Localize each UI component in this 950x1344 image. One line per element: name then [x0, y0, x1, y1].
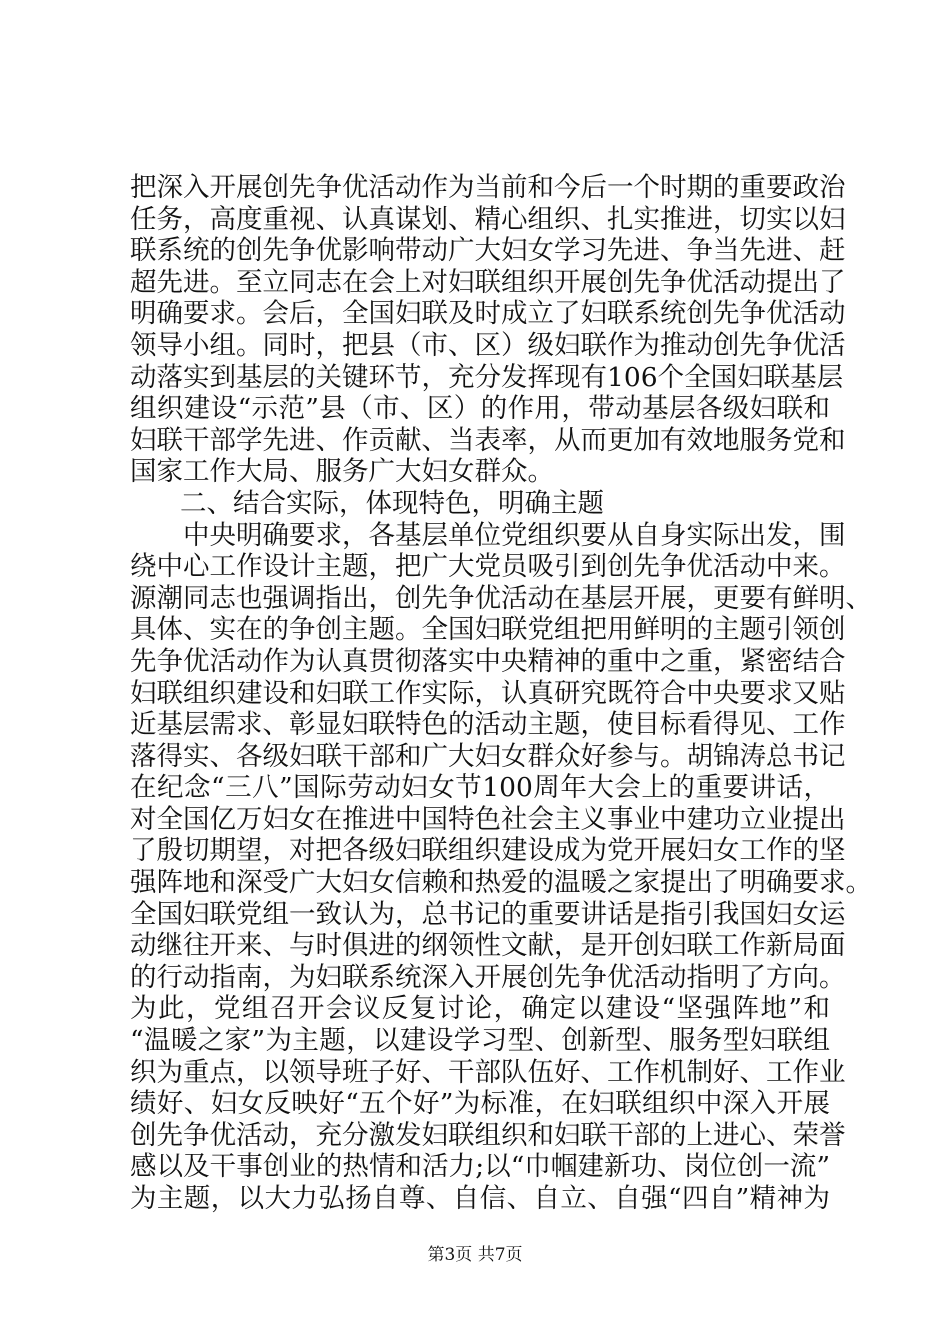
- text-line: 了殷切期望，对把各级妇联组织建设成为党开展妇女工作的坚: [130, 835, 846, 867]
- text-line: 动落实到基层的关键环节，充分发挥现有106个全国妇联基层: [130, 361, 844, 393]
- text-line: “温暖之家”为主题，以建设学习型、创新型、服务型妇联组: [130, 1025, 830, 1057]
- text-line: 领导小组。同时，把县（市、区）级妇联作为推动创先争优活: [130, 329, 846, 361]
- text-line: 组织建设“示范”县（市、区）的作用，带动基层各级妇联和: [130, 393, 830, 425]
- text-line: 国家工作大局、服务广大妇女群众。: [130, 456, 554, 488]
- page-footer: 第3页 共7页: [427, 1245, 523, 1265]
- text-line: 感以及干事创业的热情和活力;以“巾帼建新功、岗位创一流”: [130, 1151, 830, 1183]
- text-line: 在纪念“三八”国际劳动妇女节100周年大会上的重要讲话，: [130, 772, 830, 804]
- text-line: 先争优活动作为认真贯彻落实中央精神的重中之重，紧密结合: [130, 645, 846, 677]
- text-line: 妇联组织建设和妇联工作实际，认真研究既符合中央要求又贴: [130, 677, 846, 709]
- text-line: 明确要求。会后，全国妇联及时成立了妇联系统创先争优活动: [130, 298, 846, 330]
- text-line: 为主题，以大力弘扬自尊、自信、自立、自强“四自”精神为: [130, 1183, 830, 1214]
- text-line: 中央明确要求，各基层单位党组织要从自身实际出发，围: [183, 519, 846, 551]
- text-line: 落得实、各级妇联干部和广大妇女群众好参与。胡锦涛总书记: [130, 740, 846, 772]
- text-line: 创先争优活动，充分激发妇联组织和妇联干部的上进心、荣誉: [130, 1119, 846, 1151]
- text-line: 的行动指南，为妇联系统深入开展创先争优活动指明了方向。: [130, 961, 846, 993]
- document-body: [130, 172, 872, 1215]
- text-line: 动继往开来、与时俱进的纲领性文献，是开创妇联工作新局面: [130, 930, 846, 962]
- text-line: 妇联干部学先进、作贡献、当表率，从而更加有效地服务党和: [130, 424, 846, 456]
- section-heading: 二、结合实际，体现特色，明确主题: [180, 487, 604, 519]
- text-line: 近基层需求、彰显妇联特色的活动主题，使目标看得见、工作: [130, 709, 846, 741]
- text-line: 绕中心工作设计主题，把广大党员吸引到创先争优活动中来。: [130, 551, 846, 583]
- text-line: 绩好、妇女反映好“五个好”为标准，在妇联组织中深入开展: [130, 1088, 830, 1120]
- text-line: 强阵地和深受广大妇女信赖和热爱的温暖之家提出了明确要求。: [130, 867, 872, 899]
- text-line: 对全国亿万妇女在推进中国特色社会主义事业中建功立业提出: [130, 803, 846, 835]
- text-line: 源潮同志也强调指出，创先争优活动在基层开展，更要有鲜明、: [130, 582, 872, 614]
- text-line: 联系统的创先争优影响带动广大妇女学习先进、争当先进、赶: [130, 235, 846, 267]
- text-line: 具体、实在的争创主题。全国妇联党组把用鲜明的主题引领创: [130, 614, 846, 646]
- text-line: 超先进。至立同志在会上对妇联组织开展创先争优活动提出了: [130, 266, 846, 298]
- text-line: 为此，党组召开会议反复讨论，确定以建设“坚强阵地”和: [130, 993, 830, 1025]
- text-line: 织为重点，以领导班子好、干部队伍好、工作机制好、工作业: [130, 1056, 846, 1088]
- text-line: 任务，高度重视、认真谋划、精心组织、扎实推进，切实以妇: [130, 203, 846, 235]
- text-line: 把深入开展创先争优活动作为当前和今后一个时期的重要政治: [130, 172, 846, 203]
- text-line: 全国妇联党组一致认为，总书记的重要讲话是指引我国妇女运: [130, 898, 846, 930]
